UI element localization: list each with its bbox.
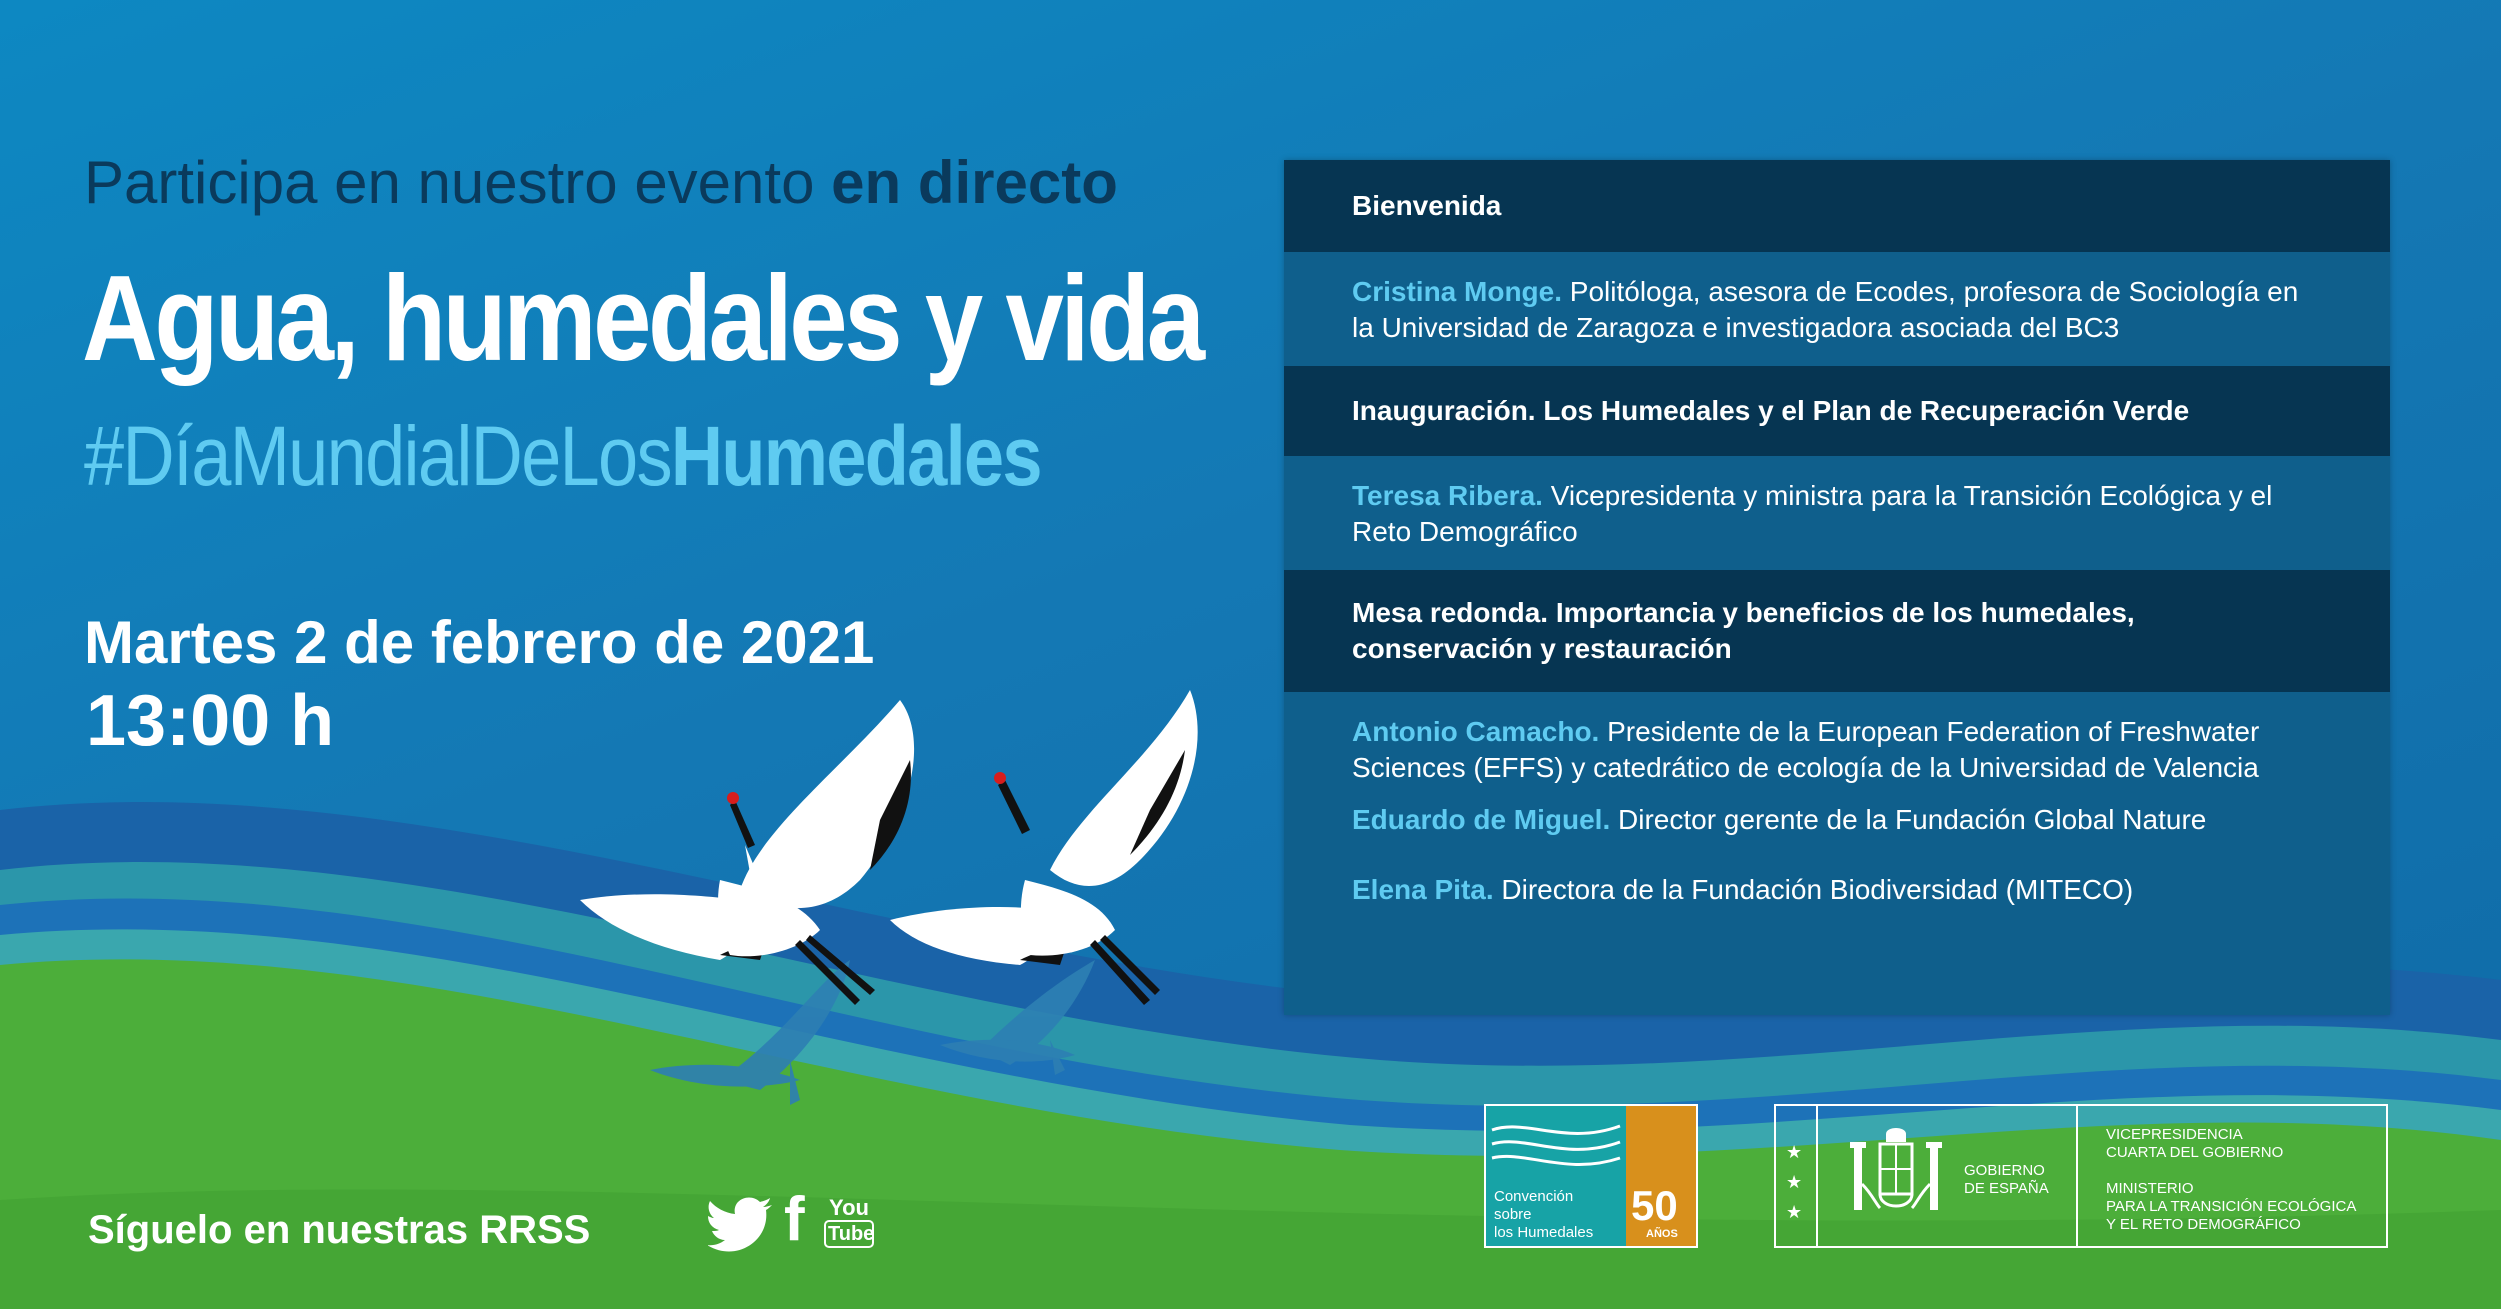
twitter-icon[interactable] (708, 1195, 774, 1255)
youtube-line-1: You (829, 1195, 869, 1220)
speaker-role-line-1: Director gerente de la Fundación Global Nature (1610, 804, 2207, 835)
speaker-role-line-2: Reto Demográfico (1352, 516, 1578, 547)
hashtag[interactable] (84, 408, 1041, 505)
section-heading-text: Bienvenida (1352, 190, 1502, 221)
wave-lines-icon (1486, 1106, 1626, 1186)
vicepresidencia-text (2106, 1126, 2283, 1162)
youtube-icon[interactable] (824, 1196, 874, 1256)
star-icon: ★ (1786, 1142, 1803, 1162)
speaker-name: Teresa Ribera. (1352, 480, 1543, 511)
coat-of-arms-icon (1846, 1124, 1946, 1228)
gobierno-line-2: DE ESPAÑA (1964, 1180, 2049, 1197)
speaker-role-line-1: Politóloga, asesora de Ecodes, profesora de Sociología en (1562, 276, 2299, 307)
section-heading-bienvenida (1284, 160, 2390, 252)
intro-highlight: en directo (831, 149, 1118, 216)
ministerio-text (2106, 1180, 2356, 1234)
intro-line (84, 148, 1118, 217)
speaker-name: Cristina Monge. (1352, 276, 1563, 307)
speaker-entry-de-miguel (1284, 802, 2390, 872)
hashtag-bold: Humedales (670, 409, 1041, 503)
speaker-entry-pita (1284, 872, 2390, 932)
speaker-name: Eduardo de Miguel. (1352, 804, 1611, 835)
page-title: Agua, humedales y vida (82, 250, 1202, 386)
follow-label: Síguelo en nuestras RRSS (88, 1208, 591, 1252)
gobierno-logo (1774, 1104, 2388, 1248)
ministerio-line-1: MINISTERIO (2106, 1180, 2194, 1197)
facebook-glyph: f (784, 1185, 805, 1254)
youtube-line-2: Tube (824, 1220, 874, 1248)
vicepresidencia-line-1: VICEPRESIDENCIA (2106, 1126, 2243, 1143)
section-heading-line-1: Mesa redonda. Importancia y beneficios de los humedales, (1352, 597, 2135, 628)
section-heading-line-2: conservación y restauración (1352, 633, 1732, 664)
convencion-text-line-3: los Humedales (1494, 1224, 1594, 1241)
star-icon: ★ (1786, 1172, 1803, 1192)
speaker-entry-ribera (1284, 456, 2390, 570)
ministerio-line-2: PARA LA TRANSICIÓN ECOLÓGICA (2106, 1198, 2357, 1215)
logo-divider (2076, 1106, 2078, 1246)
section-heading-inauguracion (1284, 366, 2390, 456)
star-icon: ★ (1786, 1202, 1803, 1222)
facebook-icon[interactable] (784, 1185, 818, 1254)
convencion-humedales-logo (1484, 1104, 1698, 1248)
convencion-text-line-1: Convención (1494, 1188, 1574, 1205)
intro-prefix: Participa en nuestro evento (84, 149, 815, 216)
speaker-role-line-1: Directora de la Fundación Biodiversidad (MITECO) (1493, 874, 2134, 905)
speaker-name: Antonio Camacho. (1352, 716, 1600, 747)
speaker-role-line-1: Vicepresidenta y ministra para la Transición Ecológica y el (1542, 480, 2273, 511)
convencion-text (1494, 1188, 1624, 1242)
convencion-text-line-2: sobre (1494, 1206, 1532, 1223)
event-time: 13:00 h (86, 681, 335, 761)
event-date: Martes 2 de febrero de 2021 (84, 609, 875, 676)
logo-strip-divider (1816, 1106, 1818, 1246)
hashtag-prefix: #DíaMundialDeLos (84, 409, 671, 503)
section-heading-mesa-redonda (1284, 570, 2390, 692)
gobierno-line-1: GOBIERNO (1964, 1162, 2045, 1179)
anniversary-years: AÑOS (1646, 1228, 1678, 1240)
section-heading-text: Inauguración. Los Humedales y el Plan de Recuperación Verde (1352, 395, 2190, 426)
speaker-role-line-2: la Universidad de Zaragoza e investigadora asociada del BC3 (1352, 312, 2120, 343)
speaker-name: Elena Pita. (1352, 874, 1494, 905)
speaker-role-line-1: Presidente de la European Federation of Freshwater (1599, 716, 2260, 747)
speaker-entry-monge (1284, 252, 2390, 366)
vicepresidencia-line-2: CUARTA DEL GOBIERNO (2106, 1144, 2284, 1161)
ministerio-line-3: Y EL RETO DEMOGRÁFICO (2106, 1216, 2301, 1233)
speaker-entry-camacho (1284, 692, 2390, 802)
gobierno-text (1964, 1162, 2049, 1198)
convencion-logo-teal (1486, 1106, 1626, 1246)
speaker-role-line-2: Sciences (EFFS) y catedrático de ecología de la Universidad de Valencia (1352, 752, 2259, 783)
program-panel (1284, 160, 2390, 1015)
anniversary-number: 50 (1631, 1182, 1678, 1229)
